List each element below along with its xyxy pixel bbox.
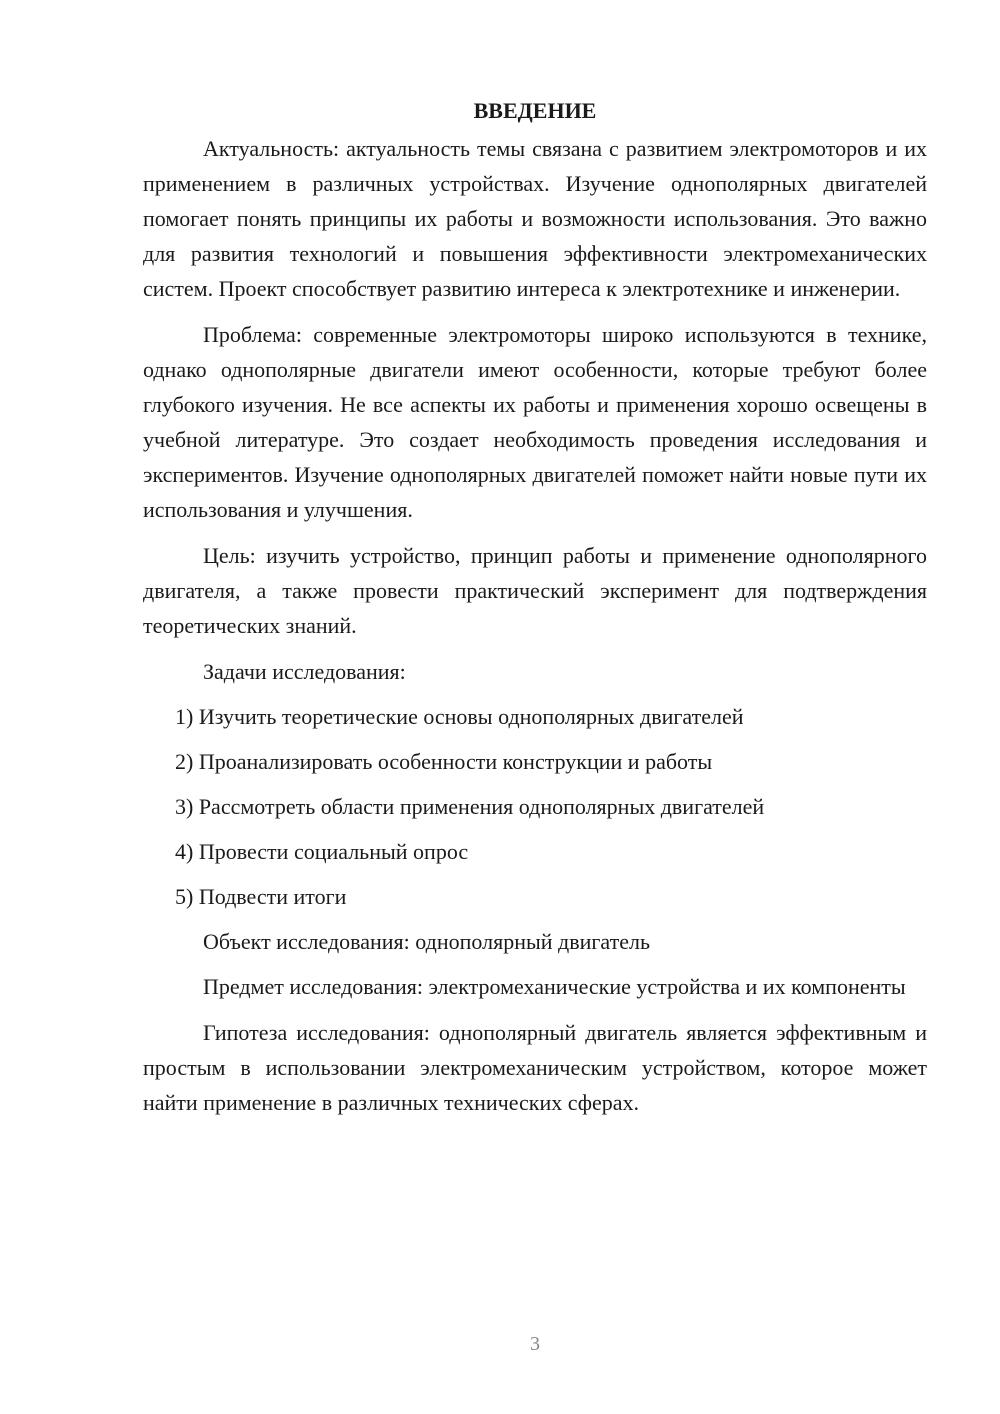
list-item: 1) Изучить теоретические основы однополярных двигателей — [175, 704, 744, 729]
hypothesis-paragraph: Гипотеза исследования: однополярный двигатель является эффективным и простым в использовании электромеханическим устройством, которое может найти применение в различных технических сферах. — [143, 1020, 927, 1115]
tasks-list — [143, 699, 927, 914]
list-item: 2) Проанализировать особенности конструкции и работы — [175, 749, 713, 774]
document-page — [143, 96, 927, 1131]
list-item: 5) Подвести итоги — [175, 884, 347, 909]
goal-paragraph: Цель: изучить устройство, принцип работы и применение однополярного двигателя, а также провести практический эксперимент для подтверждения теоретических знаний. — [143, 543, 927, 638]
relevance-paragraph: Актуальность: актуальность темы связана с развитием электромоторов и их применением в различных устройствах. Изучение однополярных двигателей помогает понять принципы их работы и возможности использования. Это важно для развития технологий и повышения эффективности электромеханических систем. Проект способствует развитию интереса к электротехнике и инженерии. — [143, 136, 927, 301]
tasks-heading: Задачи исследования: — [203, 659, 406, 684]
page-number: 3 — [530, 1333, 540, 1355]
page-title: ВВЕДЕНИЕ — [473, 98, 597, 123]
list-item: 4) Провести социальный опрос — [175, 839, 469, 864]
list-item: 3) Рассмотреть области применения однополярных двигателей — [175, 794, 765, 819]
object-paragraph: Объект исследования: однополярный двигатель — [203, 929, 650, 954]
problem-paragraph: Проблема: современные электромоторы широко используются в технике, однако однополярные двигатели имеют особенности, которые требуют более глубокого изучения. Не все аспекты их работы и применения хорошо освещены в учебной литературе. Это создает необходимость проведения исследования и экспериментов. Изучение однополярных двигателей поможет найти новые пути их использования и улучшения. — [143, 322, 927, 522]
subject-paragraph: Предмет исследования: электромеханические устройства и их компоненты — [203, 974, 906, 999]
